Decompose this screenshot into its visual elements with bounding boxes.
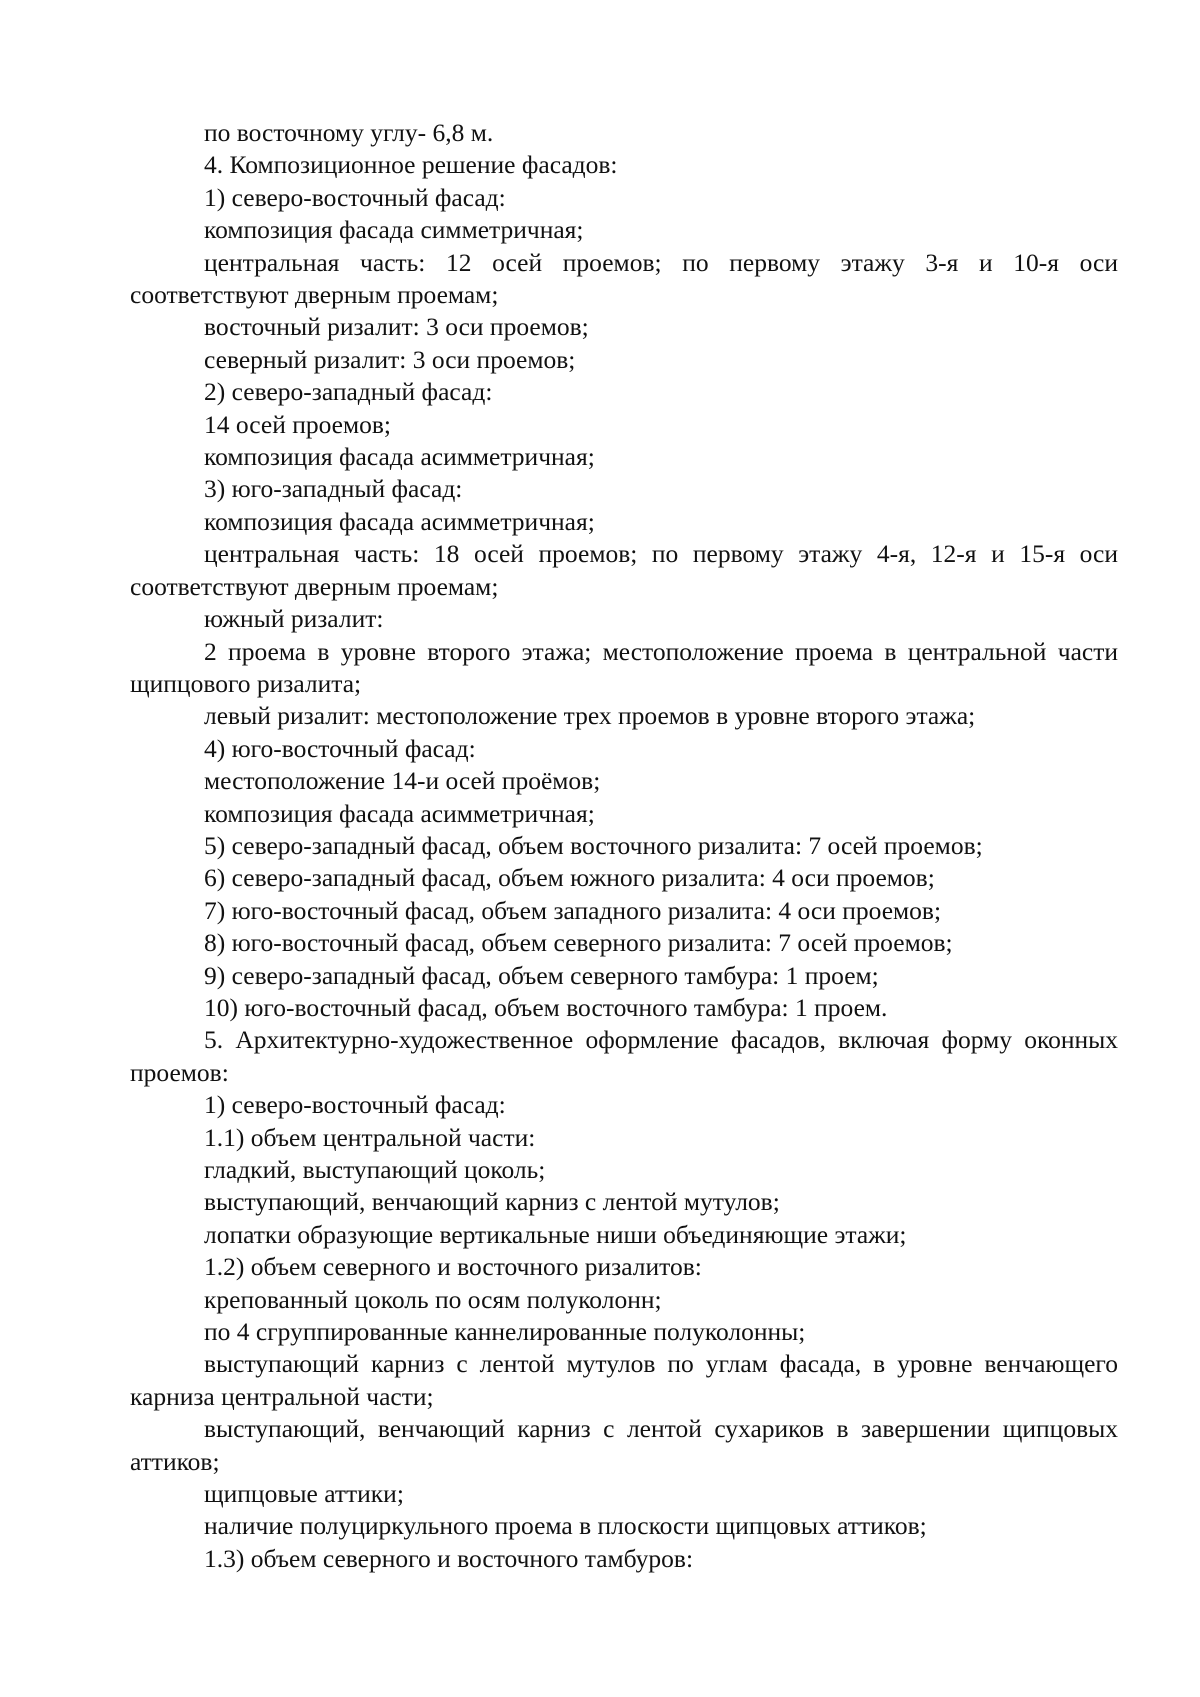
list-item: 3) юго-западный фасад: (204, 474, 463, 504)
list-item: 7) юго-восточный фасад, объем западного ризалита: 4 оси проемов; (204, 895, 942, 925)
list-item: щипцовые аттики; (204, 1479, 404, 1509)
list-item: выступающий, венчающий карниз с лентой мутулов; (204, 1187, 780, 1217)
list-item: композиция фасада асимметричная; (204, 506, 595, 536)
list-item: местоположение 14-и осей проёмов; (204, 766, 601, 796)
section-heading: 4. Композиционное решение фасадов: (204, 150, 618, 180)
list-item: 4) юго-восточный фасад: (204, 733, 476, 763)
list-item: 6) северо-западный фасад, объем южного ризалита: 4 оси проемов; (204, 863, 935, 893)
list-item: восточный ризалит: 3 оси проемов; (204, 312, 589, 342)
list-item: крепованный цоколь по осям полуколонн; (204, 1284, 662, 1314)
list-item: 9) северо-западный фасад, объем северного тамбура: 1 проем; (204, 960, 879, 990)
list-item: лопатки образующие вертикальные ниши объединяющие этажи; (204, 1219, 907, 1249)
list-item: 2 проема в уровне второго этажа; местоположение проема в центральной части щипцового ризалита; (130, 636, 1118, 698)
list-item: наличие полуциркульного проема в плоскости щипцовых аттиков; (204, 1511, 927, 1541)
list-item: 1.3) объем северного и восточного тамбуров: (204, 1543, 694, 1573)
list-item: композиция фасада симметричная; (204, 215, 584, 245)
list-item: 1.1) объем центральной части: (204, 1122, 536, 1152)
list-item: по 4 сгруппированные каннелированные полуколонны; (204, 1317, 806, 1347)
section-heading: 5. Архитектурно-художественное оформление фасадов, включая форму оконных проемов: (130, 1025, 1118, 1087)
list-item: 10) юго-восточный фасад, объем восточного тамбура: 1 проем. (204, 992, 888, 1022)
list-item: композиция фасада асимметричная; (204, 798, 595, 828)
list-item: левый ризалит: местоположение трех проемов в уровне второго этажа; (204, 701, 976, 731)
list-item: южный ризалит: (204, 604, 384, 634)
list-item: выступающий карниз с лентой мутулов по углам фасада, в уровне венчающего карниза центральной части; (130, 1349, 1118, 1411)
list-item: гладкий, выступающий цоколь; (204, 1155, 546, 1184)
list-item: 1) северо-восточный фасад: (204, 1090, 506, 1120)
list-item: выступающий, венчающий карниз с лентой сухариков в завершении щипцовых аттиков; (130, 1414, 1118, 1476)
list-item: 2) северо-западный фасад: (204, 377, 493, 407)
list-item: центральная часть: 18 осей проемов; по первому этажу 4-я, 12-я и 15-я оси соответствуют дверным проемам; (130, 539, 1118, 601)
list-item: 14 осей проемов; (204, 409, 392, 439)
list-item: 8) юго-восточный фасад, объем северного ризалита: 7 осей проемов; (204, 928, 953, 958)
list-item: центральная часть: 12 осей проемов; по первому этажу 3-я и 10-я оси соответствуют дверным проемам; (130, 247, 1118, 310)
list-item: 1.2) объем северного и восточного ризалитов: (204, 1252, 702, 1282)
paragraph: по восточному углу- 6,8 м. (204, 118, 494, 147)
list-item: 5) северо-западный фасад, объем восточного ризалита: 7 осей проемов; (204, 830, 983, 860)
list-item: композиция фасада асимметричная; (204, 442, 595, 472)
document-body (130, 117, 1118, 1575)
list-item: 1) северо-восточный фасад: (204, 182, 506, 212)
list-item: северный ризалит: 3 оси проемов; (204, 344, 576, 374)
